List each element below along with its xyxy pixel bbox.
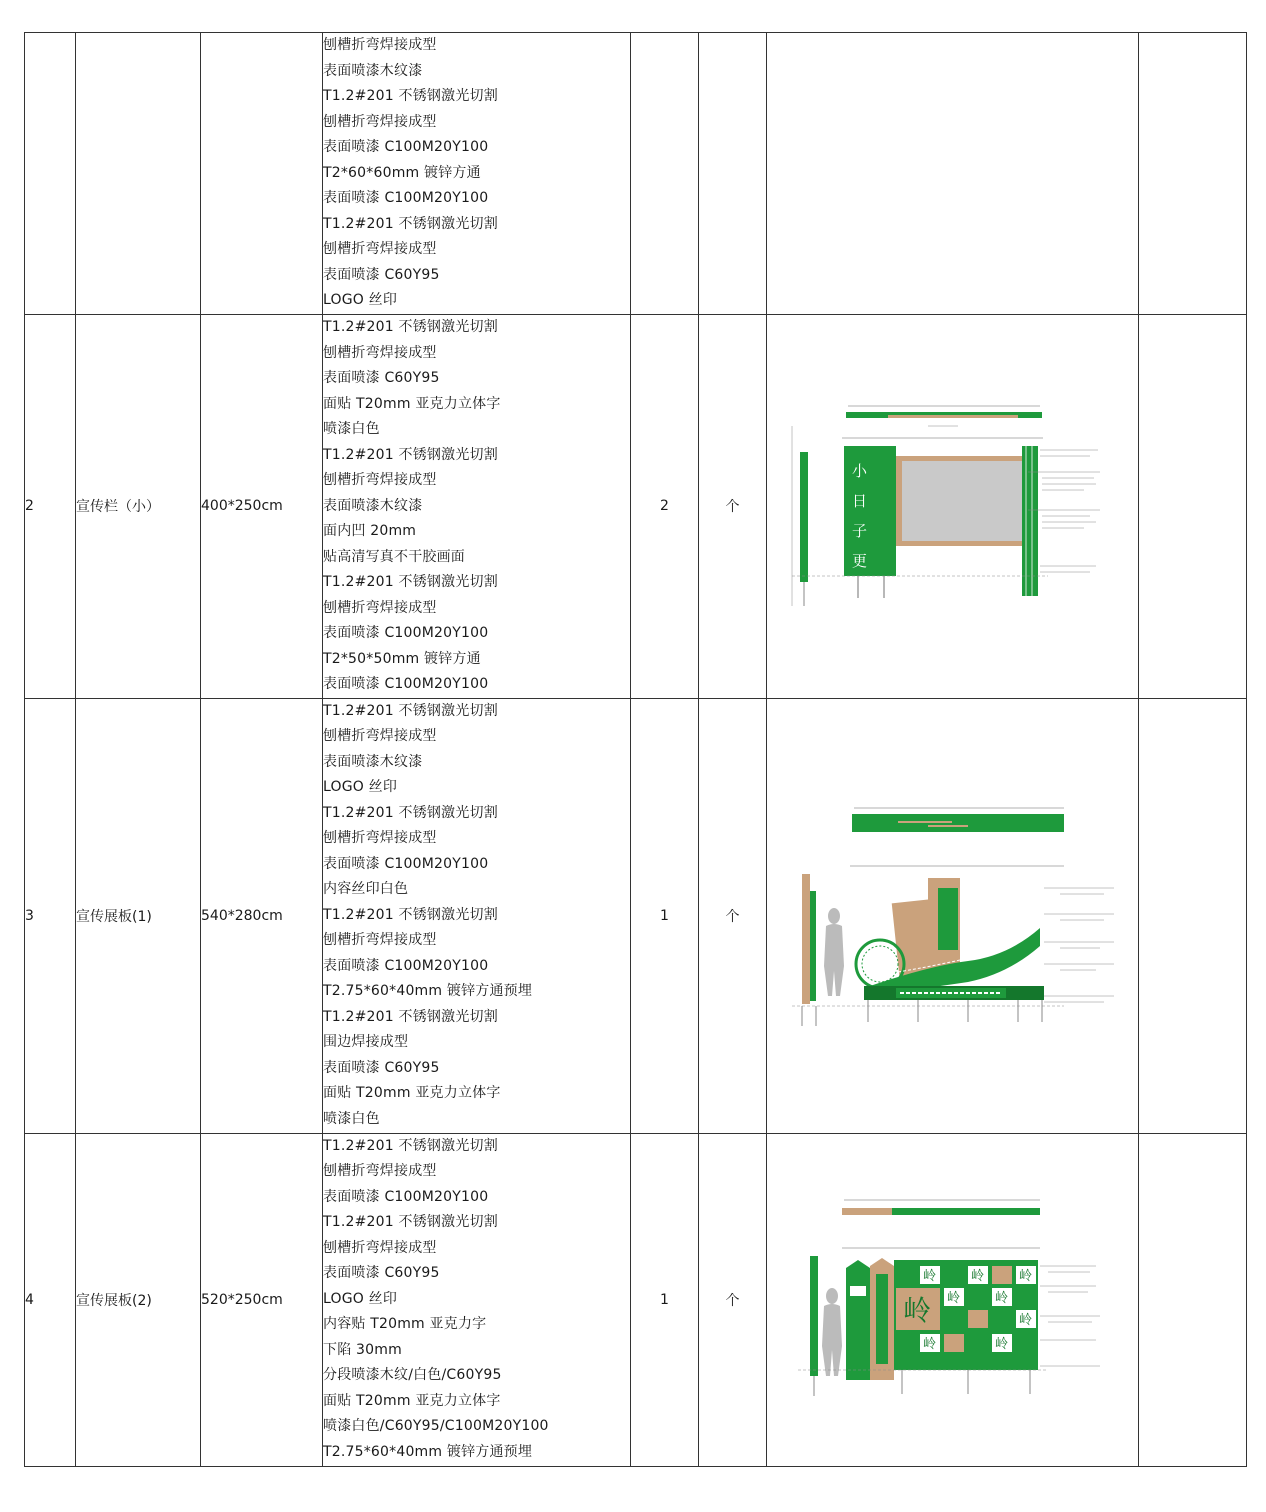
svg-text:岭: 岭: [1018, 1312, 1032, 1328]
material-line: 表面喷漆 C60Y95: [323, 1059, 440, 1076]
material-line: T1.2#201 不锈钢激光切割: [323, 1008, 498, 1025]
item-size: [201, 33, 323, 315]
table-row: [25, 33, 1247, 315]
material-line: T1.2#201 不锈钢激光切割: [323, 906, 498, 923]
material-line: T1.2#201 不锈钢激光切割: [323, 1137, 498, 1154]
item-name: [76, 33, 201, 315]
material-line: 表面喷漆木纹漆: [323, 753, 423, 770]
material-line: 表面喷漆 C60Y95: [323, 266, 440, 283]
svg-text:更: 更: [851, 552, 867, 571]
item-size: 400*250cm: [201, 315, 323, 699]
material-line: 表面喷漆 C100M20Y100: [323, 855, 489, 872]
remarks-cell: [1139, 1133, 1247, 1466]
row-number: 2: [25, 315, 76, 699]
svg-text:岭: 岭: [994, 1336, 1008, 1352]
material-line: 刨槽折弯焊接成型: [323, 472, 437, 488]
drawing-cell: [767, 1133, 1139, 1466]
material-line: 刨槽折弯焊接成型: [323, 1239, 437, 1256]
item-quantity: 1: [631, 1133, 699, 1466]
remarks-cell: [1139, 315, 1247, 699]
material-line: 表面喷漆木纹漆: [323, 497, 423, 514]
material-line: 喷漆白色: [323, 1110, 380, 1127]
material-line: T2*60*60mm 镀锌方通: [323, 164, 481, 181]
material-line: 内容丝印白色: [323, 881, 409, 898]
display-board-2-drawing: [778, 1190, 1128, 1410]
drawing-cell: [767, 315, 1139, 699]
material-line: 表面喷漆 C100M20Y100: [323, 190, 489, 207]
item-name: 宣传展板(1): [76, 698, 201, 1133]
item-size: 540*280cm: [201, 698, 323, 1133]
svg-text:日: 日: [851, 492, 867, 511]
row-number: [25, 33, 76, 315]
material-line: T1.2#201 不锈钢激光切割: [323, 804, 498, 821]
table-row: [25, 1133, 1247, 1466]
material-line: 刨槽折弯焊接成型: [323, 37, 437, 54]
svg-text:岭: 岭: [1018, 1268, 1032, 1284]
item-unit: 个: [699, 315, 767, 699]
material-line: 面贴 T20mm 亚克力立体字: [323, 1085, 501, 1102]
item-unit: 个: [699, 1133, 767, 1466]
table-row: [25, 698, 1247, 1133]
item-size: 520*250cm: [201, 1133, 323, 1466]
svg-text:岭: 岭: [902, 1293, 931, 1327]
svg-text:小: 小: [851, 462, 867, 481]
material-line: T1.2#201 不锈钢激光切割: [323, 319, 498, 335]
item-quantity: 2: [631, 315, 699, 699]
material-line: T1.2#201 不锈钢激光切割: [323, 215, 498, 232]
material-line: 刨槽折弯焊接成型: [323, 1163, 437, 1180]
material-line: 表面喷漆 C60Y95: [323, 370, 440, 386]
bulletin-board-drawing: [778, 386, 1128, 626]
material-line: 刨槽折弯焊接成型: [323, 344, 437, 361]
material-line: 表面喷漆 C100M20Y100: [323, 1188, 489, 1205]
material-line: LOGO 丝印: [323, 1290, 398, 1307]
material-line: 喷漆白色/C60Y95/C100M20Y100: [323, 1418, 549, 1435]
materials-cell: [323, 315, 631, 699]
material-line: 表面喷漆 C100M20Y100: [323, 676, 489, 692]
material-line: 贴高清写真不干胶画面: [323, 548, 465, 565]
drawing-cell-empty: [767, 33, 1139, 315]
material-line: T2*50*50mm 镀锌方通: [323, 650, 481, 667]
item-name: 宣传展板(2): [76, 1133, 201, 1466]
material-line: 下陷 30mm: [323, 1341, 402, 1358]
item-unit: [699, 33, 767, 315]
material-line: 刨槽折弯焊接成型: [323, 599, 437, 616]
material-line: 面内凹 20mm: [323, 523, 417, 539]
material-line: 刨槽折弯焊接成型: [323, 113, 437, 130]
material-line: T2.75*60*40mm 镀锌方通预埋: [323, 983, 533, 1000]
materials-cell: [323, 33, 631, 315]
material-line: T1.2#201 不锈钢激光切割: [323, 574, 498, 590]
material-line: LOGO 丝印: [323, 779, 398, 796]
material-line: 刨槽折弯焊接成型: [323, 728, 437, 745]
material-line: T1.2#201 不锈钢激光切割: [323, 446, 498, 463]
material-line: 围边焊接成型: [323, 1034, 409, 1051]
material-line: 表面喷漆木纹漆: [323, 62, 423, 79]
row-number: 4: [25, 1133, 76, 1466]
svg-text:岭: 岭: [970, 1268, 984, 1284]
material-line: T2.75*60*40mm 镀锌方通预埋: [323, 1443, 533, 1460]
svg-text:岭: 岭: [946, 1290, 960, 1306]
remarks-cell: [1139, 698, 1247, 1133]
display-board-1-drawing: [778, 796, 1128, 1036]
material-line: T1.2#201 不锈钢激光切割: [323, 88, 498, 105]
material-line: 内容贴 T20mm 亚克力字: [323, 1316, 487, 1333]
material-line: T1.2#201 不锈钢激光切割: [323, 702, 498, 719]
svg-text:岭: 岭: [922, 1336, 936, 1352]
material-line: 分段喷漆木纹/白色/C60Y95: [323, 1367, 502, 1384]
material-line: 刨槽折弯焊接成型: [323, 241, 437, 258]
material-line: 表面喷漆 C100M20Y100: [323, 139, 489, 156]
item-quantity: [631, 33, 699, 315]
svg-text:岭: 岭: [922, 1268, 936, 1284]
table-row: [25, 315, 1247, 699]
material-line: LOGO 丝印: [323, 292, 398, 309]
materials-cell: [323, 1133, 631, 1466]
svg-text:子: 子: [851, 522, 867, 541]
material-line: 面贴 T20mm 亚克力立体字: [323, 395, 501, 412]
material-line: 喷漆白色: [323, 421, 380, 437]
material-line: 刨槽折弯焊接成型: [323, 932, 437, 949]
item-name: 宣传栏（小）: [76, 315, 201, 699]
svg-text:岭: 岭: [994, 1290, 1008, 1306]
row-number: 3: [25, 698, 76, 1133]
drawing-cell: [767, 698, 1139, 1133]
material-line: T1.2#201 不锈钢激光切割: [323, 1214, 498, 1231]
material-line: 面贴 T20mm 亚克力立体字: [323, 1392, 501, 1409]
item-quantity: 1: [631, 698, 699, 1133]
remarks-cell: [1139, 33, 1247, 315]
specification-table: [24, 32, 1247, 1467]
materials-cell: [323, 698, 631, 1133]
item-unit: 个: [699, 698, 767, 1133]
material-line: 表面喷漆 C100M20Y100: [323, 957, 489, 974]
material-line: 表面喷漆 C100M20Y100: [323, 625, 489, 641]
material-line: 表面喷漆 C60Y95: [323, 1265, 440, 1282]
material-line: 刨槽折弯焊接成型: [323, 830, 437, 847]
